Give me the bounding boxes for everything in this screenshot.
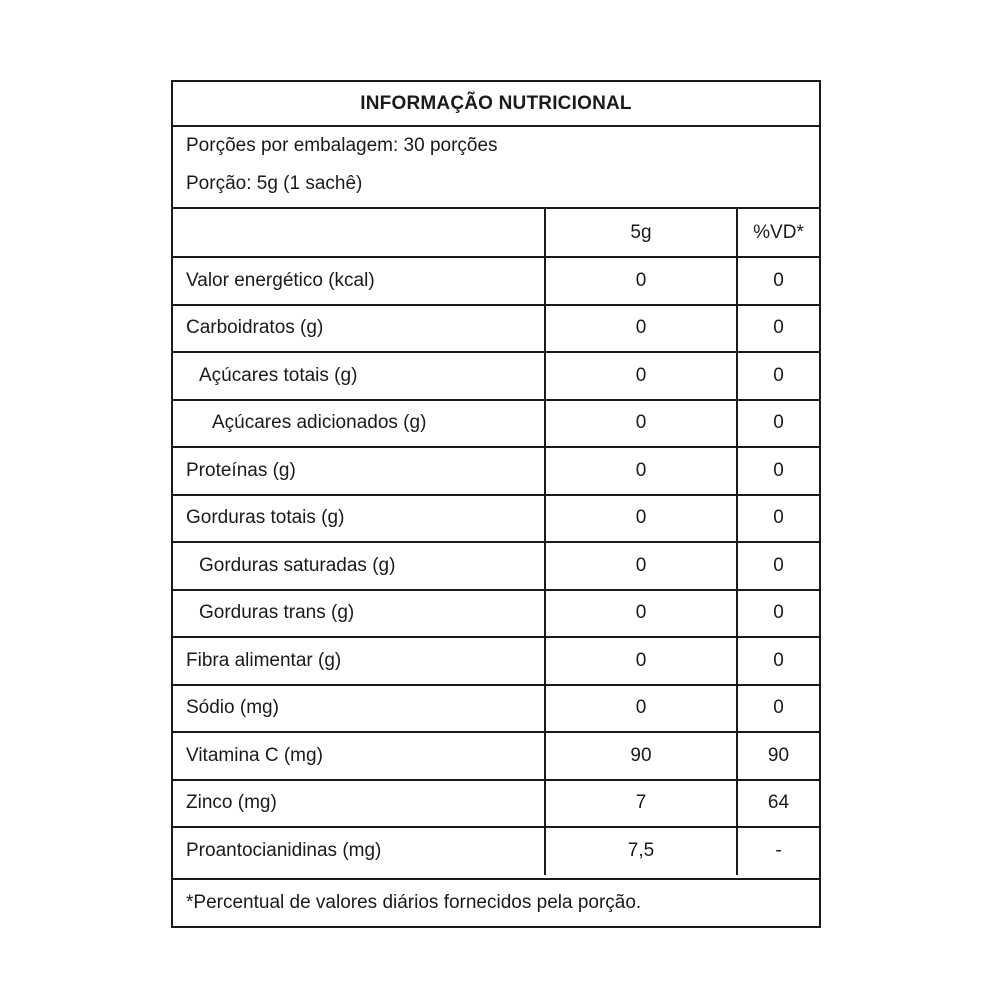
nutrient-label: Gorduras totais (g) bbox=[173, 495, 545, 543]
nutrient-dv: 0 bbox=[737, 400, 819, 448]
serving-size: Porção: 5g (1 sachê) bbox=[186, 173, 363, 194]
nutrient-dv: 0 bbox=[737, 637, 819, 685]
nutrient-dv: 0 bbox=[737, 590, 819, 638]
header-amount: 5g bbox=[545, 209, 737, 257]
nutrient-label: Açúcares adicionados (g) bbox=[173, 400, 545, 448]
nutrient-amount: 90 bbox=[545, 732, 737, 780]
nutrient-label: Gorduras saturadas (g) bbox=[173, 542, 545, 590]
nutrient-dv: 0 bbox=[737, 257, 819, 305]
nutrient-grid bbox=[173, 209, 819, 875]
nutrient-amount: 7 bbox=[545, 780, 737, 828]
nutrient-amount: 0 bbox=[545, 400, 737, 448]
table-row bbox=[173, 685, 819, 733]
nutrient-amount: 0 bbox=[545, 257, 737, 305]
nutrient-dv: 0 bbox=[737, 305, 819, 353]
nutrient-amount: 0 bbox=[545, 305, 737, 353]
nutrient-dv: 64 bbox=[737, 780, 819, 828]
table-row bbox=[173, 447, 819, 495]
nutrient-amount: 0 bbox=[545, 542, 737, 590]
nutrient-amount: 0 bbox=[545, 495, 737, 543]
header-daily-value: %VD* bbox=[753, 221, 804, 243]
nutrient-dv: 0 bbox=[737, 542, 819, 590]
table-row bbox=[173, 637, 819, 685]
table-row bbox=[173, 542, 819, 590]
nutrient-amount: 0 bbox=[545, 685, 737, 733]
nutrient-label: Carboidratos (g) bbox=[173, 305, 545, 353]
table-row bbox=[173, 780, 819, 828]
nutrient-label: Sódio (mg) bbox=[173, 685, 545, 733]
nutrient-dv: 0 bbox=[737, 447, 819, 495]
nutrient-label: Valor energético (kcal) bbox=[173, 257, 545, 305]
nutrient-dv: 0 bbox=[737, 495, 819, 543]
nutrient-amount: 0 bbox=[545, 447, 737, 495]
nutrient-dv: 90 bbox=[737, 732, 819, 780]
table-row bbox=[173, 305, 819, 353]
servings-per-package: Porções por embalagem: 30 porções bbox=[186, 135, 498, 156]
nutrient-label: Açúcares totais (g) bbox=[173, 352, 545, 400]
nutrient-label: Gorduras trans (g) bbox=[173, 590, 545, 638]
nutrient-dv: 0 bbox=[737, 352, 819, 400]
column-header-row bbox=[173, 209, 819, 257]
nutrient-amount: 0 bbox=[545, 637, 737, 685]
nutrient-label: Vitamina C (mg) bbox=[173, 732, 545, 780]
nutrient-label: Proteínas (g) bbox=[173, 447, 545, 495]
nutrient-amount: 0 bbox=[545, 352, 737, 400]
table-row bbox=[173, 827, 819, 875]
nutrition-facts-table bbox=[171, 80, 821, 928]
nutrient-label: Proantocianidinas (mg) bbox=[173, 827, 545, 875]
footnote: *Percentual de valores diários fornecidos pela porção. bbox=[173, 878, 819, 926]
nutrient-dv: 0 bbox=[737, 685, 819, 733]
nutrient-amount: 0 bbox=[545, 590, 737, 638]
nutrient-label: Fibra alimentar (g) bbox=[173, 637, 545, 685]
table-row bbox=[173, 590, 819, 638]
table-title: INFORMAÇÃO NUTRICIONAL bbox=[173, 82, 819, 127]
table-row bbox=[173, 257, 819, 305]
header-nutrient bbox=[173, 209, 545, 257]
nutrient-amount: 7,5 bbox=[545, 827, 737, 875]
table-row bbox=[173, 495, 819, 543]
nutrient-dv: - bbox=[737, 827, 819, 875]
table-row bbox=[173, 400, 819, 448]
table-row bbox=[173, 352, 819, 400]
table-row bbox=[173, 732, 819, 780]
serving-info bbox=[173, 127, 819, 209]
nutrient-label: Zinco (mg) bbox=[173, 780, 545, 828]
